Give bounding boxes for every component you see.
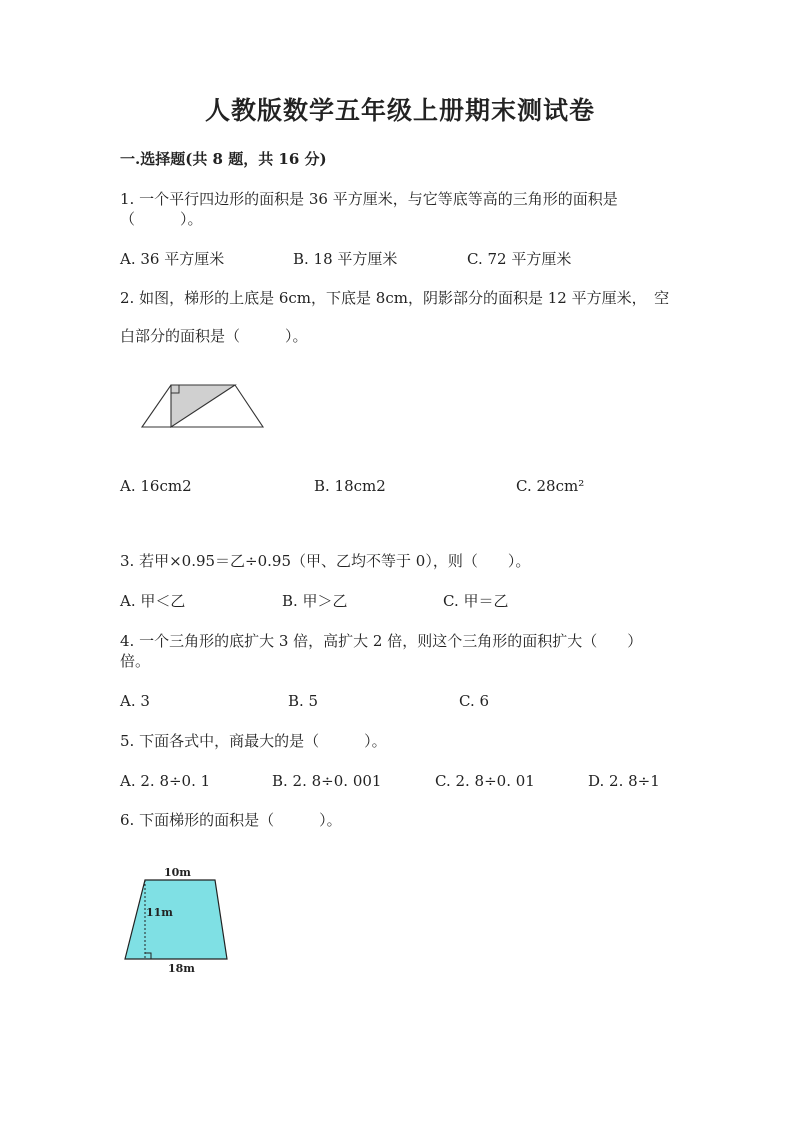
- question-2-text: 2. 如图，梯形的上底是 6cm，下底是 8cm，阴影部分的面积是 12 平方厘米， 空: [120, 289, 670, 307]
- bottom-base-label: 18m: [168, 962, 195, 975]
- question-2-option-c: C. 28cm²: [516, 477, 585, 495]
- top-base-label: 10m: [164, 866, 191, 879]
- question-2-option-b: B. 18cm2: [314, 477, 386, 495]
- question-1-option-a: A. 36 平方厘米: [120, 250, 225, 268]
- question-1-option-b: B. 18 平方厘米: [293, 250, 398, 268]
- question-4-option-b: B. 5: [288, 692, 319, 710]
- question-2-option-a: A. 16cm2: [120, 477, 192, 495]
- height-label: 11m: [146, 906, 173, 919]
- question-3-text: 3. 若甲×0.95＝乙÷0.95（甲、乙均不等于 0），则（ ）。: [120, 552, 531, 570]
- question-1-option-c: C. 72 平方厘米: [467, 250, 572, 268]
- question-5-option-d: D. 2. 8÷1: [588, 772, 660, 790]
- question-3-option-b: B. 甲＞乙: [282, 592, 348, 610]
- question-6-text: 6. 下面梯形的面积是（ ）。: [120, 811, 342, 829]
- question-4-text: 4. 一个三角形的底扩大 3 倍，高扩大 2 倍，则这个三角形的面积扩大（ ）: [120, 632, 643, 650]
- question-5-option-b: B. 2. 8÷0. 001: [272, 772, 382, 790]
- question-3-option-a: A. 甲＜乙: [120, 592, 186, 610]
- question-5-option-a: A. 2. 8÷0. 1: [120, 772, 211, 790]
- page-title: 人教版数学五年级上册期末测试卷: [204, 96, 595, 125]
- question-6-trapezoid-figure: [120, 864, 232, 976]
- question-2-text-cont: 白部分的面积是（ ）。: [120, 327, 308, 345]
- cyan-trapezoid: [125, 880, 227, 959]
- question-1-text: 1. 一个平行四边形的面积是 36 平方厘米，与它等底等高的三角形的面积是: [120, 190, 618, 208]
- section-heading: 一.选择题(共 8 题，共 16 分): [120, 150, 327, 168]
- question-4-option-a: A. 3: [120, 692, 150, 710]
- question-1-text-cont: （ ）。: [120, 210, 203, 228]
- question-5-text: 5. 下面各式中，商最大的是（ ）。: [120, 732, 387, 750]
- question-2-trapezoid-figure: [140, 380, 266, 430]
- question-3-option-c: C. 甲＝乙: [443, 592, 509, 610]
- question-5-option-c: C. 2. 8÷0. 01: [435, 772, 535, 790]
- question-4-option-c: C. 6: [459, 692, 490, 710]
- question-4-text-cont: 倍。: [120, 652, 151, 670]
